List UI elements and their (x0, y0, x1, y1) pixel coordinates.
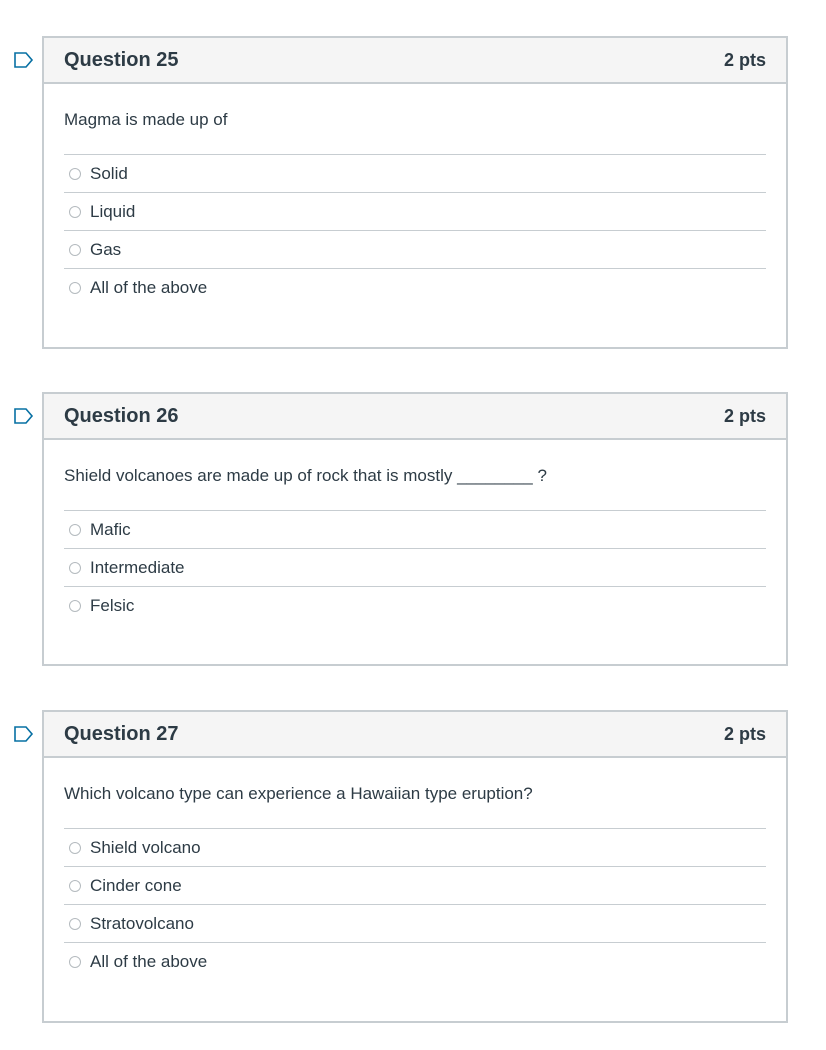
radio-button[interactable] (69, 600, 81, 612)
answer-label[interactable]: Mafic (90, 519, 131, 539)
answer-list (64, 154, 766, 307)
answer-option[interactable] (64, 269, 766, 307)
question-points: 2 pts (723, 405, 766, 426)
radio-button[interactable] (69, 168, 81, 180)
question-title: Question 26 (64, 404, 179, 427)
radio-button[interactable] (69, 880, 81, 892)
radio-button[interactable] (69, 842, 81, 854)
answer-option[interactable] (64, 587, 766, 625)
answer-option[interactable] (64, 193, 766, 231)
radio-button[interactable] (69, 206, 81, 218)
question-body (44, 758, 786, 1001)
answer-option[interactable] (64, 231, 766, 269)
answer-list (64, 828, 766, 981)
answer-label[interactable]: Stratovolcano (90, 913, 194, 933)
radio-button[interactable] (69, 244, 81, 256)
answer-label[interactable]: Liquid (90, 201, 136, 221)
answer-label[interactable]: Shield volcano (90, 837, 201, 857)
answer-option[interactable] (64, 943, 766, 981)
question-text: Magma is made up of (64, 110, 228, 129)
question-body (44, 84, 786, 327)
question-header (44, 38, 786, 84)
question-header (44, 394, 786, 440)
flag-question-icon[interactable] (14, 52, 34, 68)
question-text: Shield volcanoes are made up of rock that is mostly ________ ? (64, 466, 547, 485)
answer-label[interactable]: Felsic (90, 596, 135, 615)
answer-option[interactable] (64, 549, 766, 587)
flag-question-icon[interactable] (14, 408, 34, 424)
answer-option[interactable] (64, 905, 766, 943)
answer-label[interactable]: Solid (90, 163, 128, 183)
question-title: Question 25 (64, 48, 179, 71)
answer-label[interactable]: Intermediate (90, 557, 185, 577)
question-points: 2 pts (723, 723, 766, 744)
question-header (44, 712, 786, 758)
answer-label[interactable]: All of the above (90, 952, 208, 971)
answer-option[interactable] (64, 511, 766, 549)
question-points: 2 pts (723, 49, 766, 70)
radio-button[interactable] (69, 524, 81, 536)
answer-label[interactable]: Cinder cone (90, 875, 182, 895)
question-body (44, 440, 786, 645)
answer-label[interactable]: All of the above (90, 278, 208, 297)
radio-button[interactable] (69, 956, 81, 968)
question-card-27 (42, 710, 788, 1023)
question-text: Which volcano type can experience a Hawaiian type eruption? (64, 784, 533, 803)
answer-option[interactable] (64, 829, 766, 867)
question-card-26 (42, 392, 788, 666)
answer-option[interactable] (64, 867, 766, 905)
answer-list (64, 510, 766, 625)
answer-label[interactable]: Gas (90, 239, 122, 259)
radio-button[interactable] (69, 918, 81, 930)
answer-option[interactable] (64, 155, 766, 193)
radio-button[interactable] (69, 282, 81, 294)
question-card-25 (42, 36, 788, 349)
question-title: Question 27 (64, 722, 179, 745)
radio-button[interactable] (69, 562, 81, 574)
flag-question-icon[interactable] (14, 726, 34, 742)
